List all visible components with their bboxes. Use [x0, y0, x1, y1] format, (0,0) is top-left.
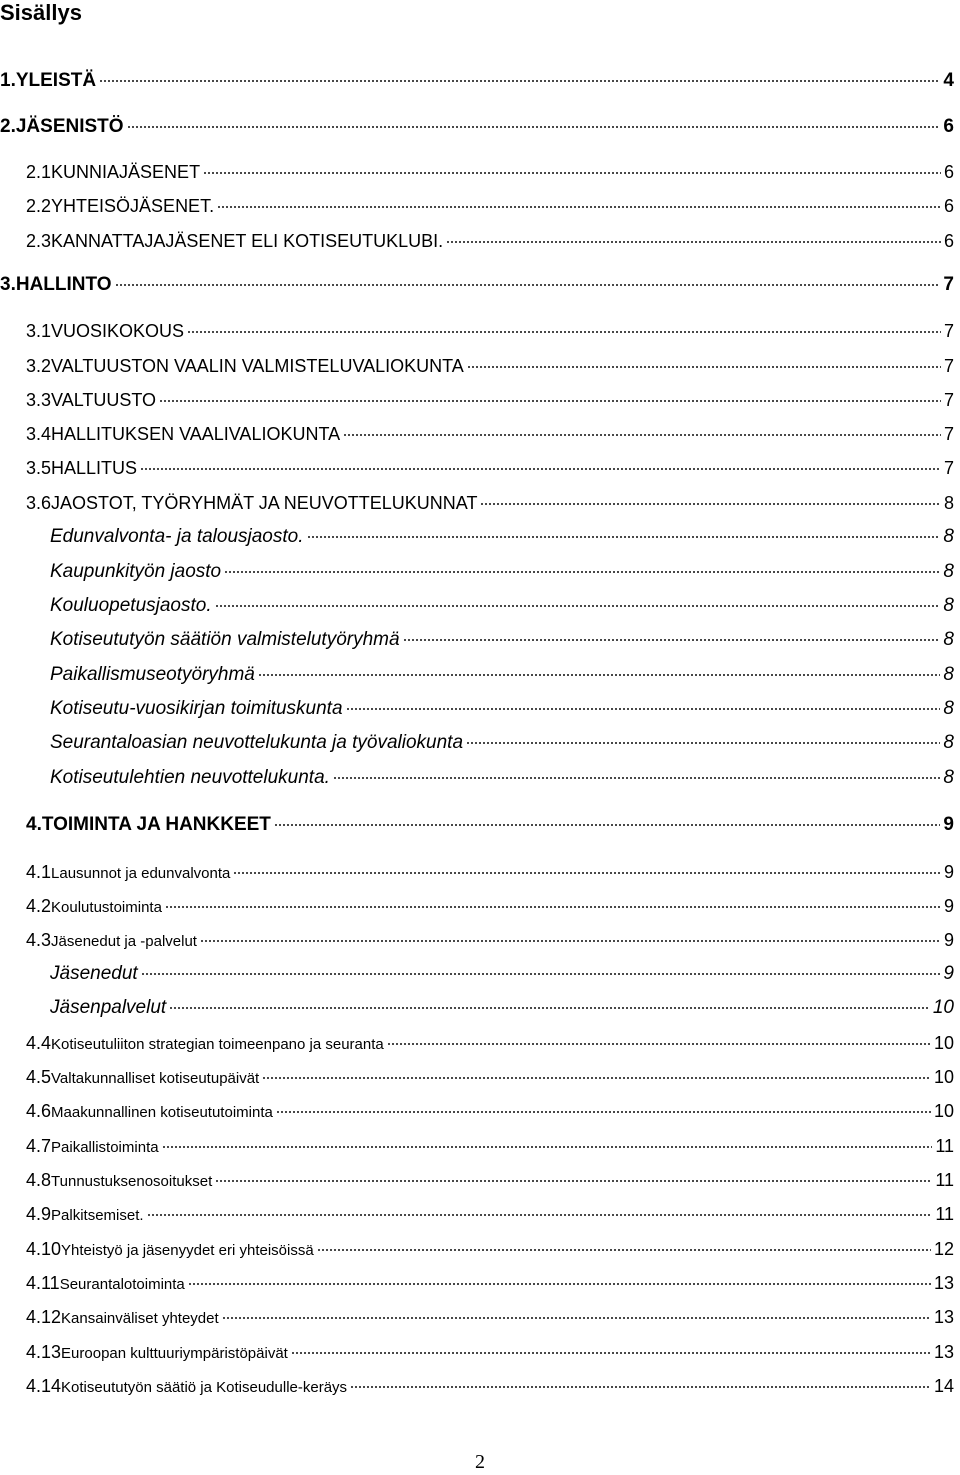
- dot-leader: [274, 824, 941, 826]
- dot-leader: [480, 503, 941, 505]
- toc-entry-number: 2.1: [26, 162, 52, 182]
- toc-entry-title: Jäsenpalvelut: [50, 997, 167, 1018]
- toc-entry[interactable]: [50, 526, 954, 548]
- toc-entry-title: Paikallistoiminta: [51, 1139, 159, 1156]
- toc-entry-page: 9: [943, 930, 954, 950]
- dot-leader: [387, 1043, 931, 1045]
- toc-entry[interactable]: [50, 997, 954, 1019]
- toc-entry-page: 13: [933, 1273, 954, 1293]
- toc-entry[interactable]: [26, 423, 954, 445]
- toc-entry-title: Jäsenedut: [50, 963, 138, 984]
- toc-entry-title: Kouluopetusjaosto.: [50, 595, 212, 616]
- toc-entry-title: Seurantaloasian neuvottelukunta ja työvaliokunta: [50, 732, 464, 753]
- toc-entry-page: 11: [935, 1170, 954, 1190]
- toc-entry[interactable]: [26, 457, 954, 479]
- toc-entry[interactable]: [26, 1135, 954, 1157]
- toc-entry-page: 8: [943, 664, 954, 685]
- toc-entry[interactable]: [26, 195, 954, 217]
- toc-entry[interactable]: [26, 320, 954, 342]
- toc-entry-number: 4.10: [26, 1239, 62, 1259]
- toc-entry-title: TOIMINTA JA HANKKEET: [41, 814, 271, 835]
- dot-leader: [233, 872, 941, 874]
- toc-entry-title: Seurantalotoiminta: [59, 1276, 185, 1293]
- toc-entry-title: KUNNIAJÄSENET: [51, 162, 201, 182]
- toc-entry-number: 4.13: [26, 1342, 62, 1362]
- toc-entry-number: 4.: [26, 814, 42, 835]
- toc-entry-title: Kotiseututyön säätiön valmistelutyöryhmä: [50, 629, 400, 650]
- toc-entry[interactable]: [26, 230, 954, 252]
- toc-entry-page: 14: [933, 1376, 954, 1396]
- toc-entry[interactable]: [26, 1100, 954, 1122]
- toc-entry-title: VUOSIKOKOUS: [51, 321, 185, 341]
- toc-entry-number: 2.3: [26, 231, 52, 251]
- toc-entry-number: 4.4: [26, 1033, 52, 1053]
- toc-entry-page: 7: [943, 274, 954, 295]
- page-number: 2: [475, 1451, 485, 1473]
- toc-entry-number: 1.: [0, 70, 16, 91]
- dot-leader: [169, 1007, 930, 1009]
- toc-entry-page: 8: [943, 629, 954, 650]
- toc-entry-page: 7: [943, 321, 954, 341]
- toc-entry[interactable]: [26, 1238, 954, 1260]
- toc-entry-page: 9: [943, 896, 954, 916]
- toc-entry[interactable]: [50, 595, 954, 617]
- toc-entry-title: Kansainväliset yhteydet: [61, 1310, 219, 1327]
- toc-entry-number: 3.3: [26, 390, 52, 410]
- toc-entry[interactable]: [0, 116, 954, 138]
- toc-entry-title: JAOSTOT, TYÖRYHMÄT JA NEUVOTTELUKUNNAT: [51, 493, 478, 513]
- toc-entry-page: 6: [943, 231, 954, 251]
- toc-entry[interactable]: [26, 929, 954, 951]
- toc-entry-page: 9: [943, 862, 954, 882]
- toc-entry-page: 10: [932, 997, 954, 1018]
- toc-entry-page: 4: [943, 70, 954, 91]
- toc-entry-title: Kotiseututyön säätiö ja Kotiseudulle-keräys: [61, 1379, 348, 1396]
- dot-leader: [215, 1180, 932, 1182]
- dot-leader: [466, 742, 940, 744]
- dot-leader: [200, 940, 941, 942]
- toc-entry[interactable]: [26, 895, 954, 917]
- toc-entry-title: Tunnustuksenosoitukset: [51, 1173, 213, 1190]
- toc-entry[interactable]: [50, 698, 954, 720]
- toc-entry-title: Kaupunkityön jaosto: [50, 561, 222, 582]
- toc-entry-title: KANNATTAJAJÄSENET ELI KOTISEUTUKLUBI.: [51, 231, 444, 251]
- toc-entry-page: 9: [943, 963, 954, 984]
- toc-entry-page: 8: [943, 732, 954, 753]
- dot-leader: [403, 639, 941, 641]
- toc-entry-number: 4.6: [26, 1101, 52, 1121]
- toc-entry-number: 4.2: [26, 896, 52, 916]
- toc-entry-title: Maakunnallinen kotiseututoiminta: [51, 1104, 273, 1121]
- toc-entry[interactable]: [26, 355, 954, 377]
- toc-entry-title: YLEISTÄ: [15, 70, 97, 91]
- toc-entry[interactable]: [26, 1066, 954, 1088]
- toc-entry-title: Kotiseutulehtien neuvottelukunta.: [50, 767, 330, 788]
- dot-leader: [162, 1146, 933, 1148]
- toc-entry-title: Valtakunnalliset kotiseutupäivät: [51, 1070, 260, 1087]
- toc-entry-page: 8: [943, 698, 954, 719]
- toc-entry-page: 8: [943, 526, 954, 547]
- toc-entry-number: 2.2: [26, 196, 52, 216]
- toc-entry-page: 11: [935, 1204, 954, 1224]
- toc-entry-page: 6: [943, 116, 954, 137]
- dot-leader: [350, 1386, 931, 1388]
- toc-entry-page: 10: [933, 1033, 954, 1053]
- toc-entry[interactable]: [26, 492, 954, 514]
- toc-entry-title: HALLITUKSEN VAALIVALIOKUNTA: [51, 424, 341, 444]
- toc-entry-page: 7: [943, 424, 954, 444]
- toc-entry-number: 4.14: [26, 1376, 62, 1396]
- dot-leader: [276, 1111, 931, 1113]
- dot-leader: [147, 1214, 933, 1216]
- dot-leader: [317, 1249, 931, 1251]
- toc-entry-page: 7: [943, 356, 954, 376]
- dot-leader: [127, 126, 941, 128]
- toc-entry-title: HALLINTO: [15, 274, 112, 295]
- toc-title: Sisällys: [0, 0, 82, 25]
- toc-entry-title: JÄSENISTÖ: [15, 116, 124, 137]
- toc-entry-title: Jäsenedut ja -palvelut: [51, 933, 197, 950]
- dot-leader: [159, 400, 941, 402]
- dot-leader: [467, 366, 941, 368]
- toc-entry-page: 6: [943, 196, 954, 216]
- toc-entry-number: 4.1: [26, 862, 52, 882]
- toc-entry[interactable]: [26, 1272, 954, 1294]
- dot-leader: [343, 434, 941, 436]
- dot-leader: [217, 206, 941, 208]
- toc-entry-number: 3.: [0, 274, 16, 295]
- toc-entry-page: 12: [933, 1239, 954, 1259]
- dot-leader: [258, 674, 941, 676]
- toc-entry-page: 6: [943, 162, 954, 182]
- dot-leader: [115, 284, 941, 286]
- toc-entry[interactable]: [26, 1306, 954, 1328]
- dot-leader: [446, 241, 941, 243]
- toc-entry-number: 3.4: [26, 424, 52, 444]
- toc-entry-page: 7: [943, 458, 954, 478]
- toc-entry[interactable]: [50, 732, 954, 754]
- toc-entry-title: Koulutustoiminta: [51, 899, 162, 916]
- toc-entry-page: 7: [943, 390, 954, 410]
- toc-entry-title: Yhteistyö ja jäsenyydet eri yhteisöissä: [61, 1242, 314, 1259]
- toc-entry-page: 8: [943, 595, 954, 616]
- toc-entry-page: 8: [943, 767, 954, 788]
- toc-entry-title: YHTEISÖJÄSENET.: [51, 196, 215, 216]
- toc-entry-title: Paikallismuseotyöryhmä: [50, 664, 255, 685]
- dot-leader: [346, 708, 941, 710]
- toc-entry-number: 3.1: [26, 321, 52, 341]
- toc-entry[interactable]: [26, 1203, 954, 1225]
- toc-entry[interactable]: [26, 1032, 954, 1054]
- toc-entry-number: 4.12: [26, 1307, 62, 1327]
- dot-leader: [187, 331, 941, 333]
- dot-leader: [262, 1077, 931, 1079]
- dot-leader: [99, 80, 940, 82]
- toc-entry-page: 8: [943, 493, 954, 513]
- dot-leader: [203, 172, 941, 174]
- dot-leader: [333, 777, 940, 779]
- toc-entry-number: 2.: [0, 116, 16, 137]
- toc-entry-page: 10: [933, 1067, 954, 1087]
- toc-entry-number: 4.11: [26, 1273, 60, 1293]
- dot-leader: [165, 906, 941, 908]
- toc-entry[interactable]: [26, 161, 954, 183]
- toc-entry-number: 4.5: [26, 1067, 52, 1087]
- toc-entry[interactable]: [26, 861, 954, 883]
- toc-entry-title: Euroopan kulttuuriympäristöpäivät: [61, 1345, 288, 1362]
- dot-leader: [291, 1352, 931, 1354]
- toc-entry-title: Kotiseutuliiton strategian toimeenpano ja seuranta: [51, 1036, 384, 1053]
- dot-leader: [222, 1317, 931, 1319]
- toc-entry[interactable]: [0, 70, 954, 92]
- toc-entry-title: VALTUUSTO: [51, 390, 157, 410]
- dot-leader: [215, 605, 941, 607]
- toc-entry-page: 10: [933, 1101, 954, 1121]
- toc-entry-number: 3.5: [26, 458, 52, 478]
- toc-entry-title: HALLITUS: [51, 458, 138, 478]
- toc-entry[interactable]: [26, 1169, 954, 1191]
- toc-entry-page: 9: [943, 814, 954, 835]
- toc-entry-title: Palkitsemiset.: [51, 1207, 144, 1224]
- toc-entry[interactable]: [50, 629, 954, 651]
- toc-entry[interactable]: [50, 963, 954, 985]
- toc-entry[interactable]: [26, 389, 954, 411]
- toc-entry-title: Kotiseutu-vuosikirjan toimituskunta: [50, 698, 343, 719]
- toc-entry-title: Lausunnot ja edunvalvonta: [51, 865, 231, 882]
- dot-leader: [140, 468, 941, 470]
- toc-entry[interactable]: [26, 1341, 954, 1363]
- toc-entry-page: 8: [943, 561, 954, 582]
- dot-leader: [307, 536, 941, 538]
- toc-entry[interactable]: [26, 1375, 954, 1397]
- toc-entry-title: VALTUUSTON VAALIN VALMISTELUVALIOKUNTA: [51, 356, 464, 376]
- toc-entry-number: 3.6: [26, 493, 52, 513]
- toc-entry-page: 13: [933, 1342, 954, 1362]
- toc-entry[interactable]: [50, 664, 954, 686]
- dot-leader: [141, 973, 941, 975]
- dot-leader: [224, 571, 940, 573]
- toc-entry-number: 3.2: [26, 356, 52, 376]
- toc-entry[interactable]: [0, 274, 954, 296]
- toc-entry-page: 13: [933, 1307, 954, 1327]
- toc-entry-number: 4.3: [26, 930, 52, 950]
- toc-entry[interactable]: [26, 814, 954, 836]
- toc-entry[interactable]: [50, 561, 954, 583]
- toc-entry[interactable]: [50, 767, 954, 789]
- toc-entry-number: 4.7: [26, 1136, 52, 1156]
- toc-entry-page: 11: [935, 1136, 954, 1156]
- toc-entry-number: 4.8: [26, 1170, 52, 1190]
- toc-entry-number: 4.9: [26, 1204, 52, 1224]
- toc-entry-title: Edunvalvonta- ja talousjaosto.: [50, 526, 304, 547]
- dot-leader: [188, 1283, 931, 1285]
